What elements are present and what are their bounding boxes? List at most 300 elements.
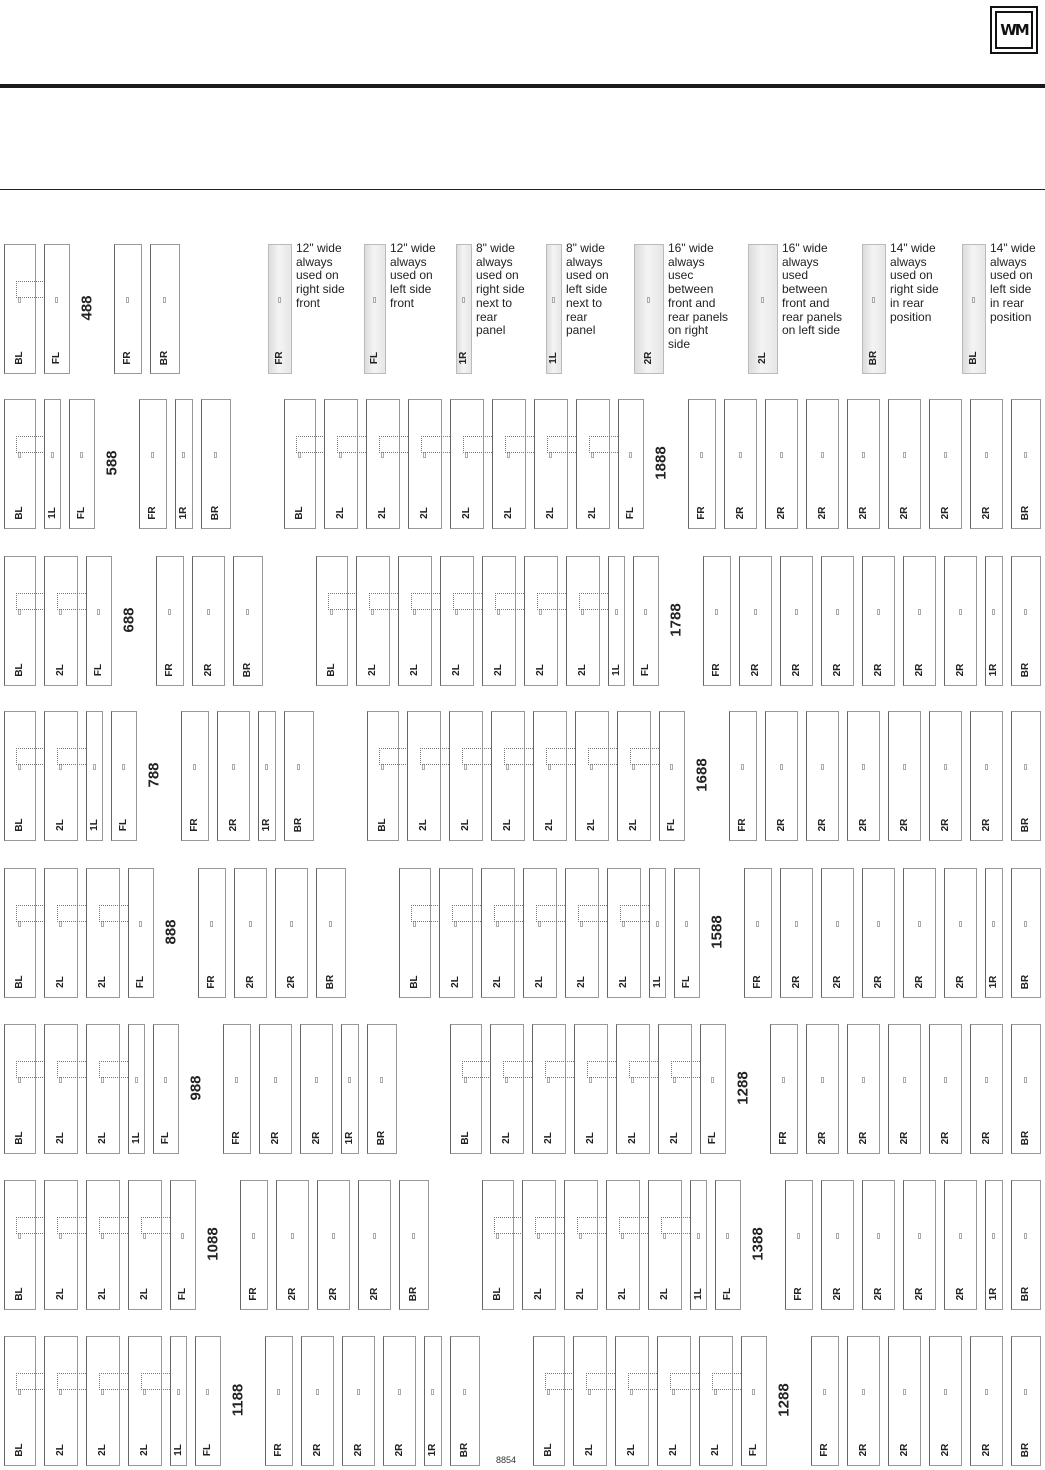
panel-slot bbox=[670, 764, 673, 770]
panel-slot bbox=[297, 764, 300, 770]
connector-outline bbox=[16, 593, 45, 610]
panel-code-label: 2L bbox=[576, 976, 587, 988]
panel-code-label: 1R bbox=[344, 1131, 355, 1145]
panel-2r bbox=[862, 556, 895, 686]
panel-slot bbox=[797, 1233, 800, 1239]
model-number: 1088 bbox=[204, 1227, 222, 1261]
panel-slot bbox=[836, 1233, 839, 1239]
panel-2l bbox=[658, 1024, 692, 1154]
panel-code-label: 2R bbox=[831, 663, 843, 677]
panel-slot bbox=[918, 921, 921, 927]
model-number: 1388 bbox=[749, 1227, 767, 1261]
panel-br bbox=[1011, 556, 1041, 686]
panel-slot bbox=[944, 1389, 947, 1395]
panel-code-label: 2L bbox=[535, 664, 546, 676]
panel-2l bbox=[366, 399, 400, 529]
panel-code-label: 2L bbox=[97, 976, 108, 988]
connector-outline bbox=[379, 748, 408, 765]
panel-2r bbox=[970, 1336, 1003, 1466]
connector-outline bbox=[99, 1373, 130, 1390]
panel-br bbox=[1011, 1180, 1041, 1310]
panel-br bbox=[1011, 711, 1041, 841]
panel-2r bbox=[888, 1336, 921, 1466]
connector-outline bbox=[462, 748, 493, 765]
panel-slot bbox=[315, 1077, 318, 1083]
panel-code-label: BL bbox=[968, 351, 979, 365]
connector-outline bbox=[620, 905, 651, 922]
panel-slot bbox=[656, 921, 659, 927]
panel-2r bbox=[970, 399, 1003, 529]
connector-outline bbox=[545, 1061, 576, 1078]
panel-1l bbox=[649, 868, 666, 998]
panel-slot bbox=[398, 1389, 401, 1395]
panel-code-label: BL bbox=[14, 506, 25, 520]
panel-code-label: FL bbox=[160, 1131, 171, 1145]
panel-2l bbox=[524, 556, 558, 686]
connector-outline bbox=[16, 1373, 45, 1390]
panel-fr bbox=[240, 1180, 268, 1310]
panel-2l bbox=[86, 1180, 120, 1310]
header-rule bbox=[0, 84, 1045, 88]
panel-2r bbox=[929, 1024, 962, 1154]
panel-slot bbox=[246, 609, 249, 615]
connector-outline bbox=[535, 1217, 566, 1234]
panel-code-label: 2R bbox=[831, 975, 843, 989]
model-number: 1688 bbox=[693, 758, 711, 792]
panel-code-label: BL bbox=[543, 1443, 554, 1457]
logo-text: WM bbox=[995, 11, 1033, 49]
panel-fr bbox=[181, 711, 209, 841]
panel-code-label: 2R bbox=[749, 663, 761, 677]
legend-panel-br bbox=[862, 244, 886, 374]
panel-slot bbox=[862, 452, 865, 458]
panel-2l bbox=[615, 1336, 649, 1466]
connector-outline bbox=[99, 905, 130, 922]
panel-slot bbox=[1024, 609, 1027, 615]
panel-fl bbox=[111, 711, 137, 841]
connector-outline bbox=[630, 748, 661, 765]
panel-code-label: FR bbox=[819, 1443, 830, 1457]
panel-bl bbox=[4, 868, 36, 998]
panel-code-label: FL bbox=[76, 506, 87, 520]
connector-outline bbox=[452, 905, 483, 922]
panel-code-label: 2L bbox=[627, 1132, 638, 1144]
panel-bl bbox=[4, 1180, 36, 1310]
panel-code-label: BR bbox=[159, 350, 170, 366]
panel-code-label: BR bbox=[1020, 1130, 1031, 1146]
panel-slot bbox=[836, 609, 839, 615]
panel-br bbox=[399, 1180, 429, 1310]
panel-slot bbox=[1024, 1233, 1027, 1239]
panel-code-label: BR bbox=[1020, 817, 1031, 833]
panel-code-label: BL bbox=[14, 975, 25, 989]
panel-code-label: 2R bbox=[227, 818, 239, 832]
panel-code-label: BR bbox=[325, 974, 336, 990]
panel-code-label: BL bbox=[14, 1131, 25, 1145]
panel-2r bbox=[970, 1024, 1003, 1154]
connector-outline bbox=[57, 1061, 88, 1078]
panel-2l bbox=[607, 868, 641, 998]
connector-outline bbox=[411, 593, 442, 610]
panel-code-label: 2L bbox=[460, 819, 471, 831]
panel-2l bbox=[657, 1336, 691, 1466]
connector-outline bbox=[671, 1061, 702, 1078]
panel-slot bbox=[985, 1077, 988, 1083]
panel-code-label: 2L bbox=[139, 1288, 150, 1300]
panel-code-label: 1L bbox=[46, 507, 58, 519]
model-number: 888 bbox=[162, 919, 180, 945]
model-number: 1588 bbox=[708, 915, 726, 949]
panel-code-label: 2R bbox=[980, 1443, 992, 1457]
panel-slot bbox=[615, 609, 618, 615]
panel-slot bbox=[1024, 1389, 1027, 1395]
panel-slot bbox=[329, 921, 332, 927]
panel-code-label: 2R bbox=[775, 506, 787, 520]
panel-code-label: BR bbox=[408, 1286, 419, 1302]
panel-fr bbox=[703, 556, 731, 686]
panel-code-label: 2R bbox=[980, 818, 992, 832]
panel-slot bbox=[182, 452, 185, 458]
panel-code-label: 2R bbox=[913, 1287, 925, 1301]
panel-bl bbox=[284, 399, 316, 529]
panel-code-label: BR bbox=[1020, 1286, 1031, 1302]
panel-code-label: 2L bbox=[97, 1444, 108, 1456]
panel-code-label: FL bbox=[625, 506, 636, 520]
panel-2r bbox=[929, 399, 962, 529]
panel-2r bbox=[806, 711, 839, 841]
model-number: 1888 bbox=[652, 446, 670, 480]
model-number: 688 bbox=[120, 607, 138, 633]
panel-slot bbox=[862, 1389, 865, 1395]
panel-code-label: 2R bbox=[790, 975, 802, 989]
connector-outline bbox=[462, 1061, 491, 1078]
panel-code-label: 1R bbox=[427, 1443, 438, 1457]
panel-code-label: FL bbox=[681, 975, 692, 989]
panel-code-label: 2L bbox=[659, 1288, 670, 1300]
panel-slot bbox=[992, 609, 995, 615]
panel-code-label: 2R bbox=[790, 663, 802, 677]
panel-code-label: 2L bbox=[533, 1288, 544, 1300]
panel-br bbox=[450, 1336, 480, 1466]
panel-code-label: 2L bbox=[97, 1288, 108, 1300]
panel-2r bbox=[192, 556, 225, 686]
panel-2l bbox=[439, 868, 473, 998]
panel-1l bbox=[44, 399, 61, 529]
panel-slot bbox=[992, 1233, 995, 1239]
panel-fl bbox=[618, 399, 644, 529]
panel-code-label: 1R bbox=[458, 351, 469, 365]
panel-slot bbox=[252, 1233, 255, 1239]
panel-2l bbox=[86, 868, 120, 998]
panel-slot bbox=[139, 921, 142, 927]
panel-1r bbox=[341, 1024, 359, 1154]
panel-slot bbox=[55, 297, 58, 303]
panel-slot bbox=[80, 452, 83, 458]
panel-slot bbox=[754, 609, 757, 615]
panel-slot bbox=[985, 452, 988, 458]
panel-2r bbox=[862, 868, 895, 998]
connector-outline bbox=[57, 748, 88, 765]
panel-2l bbox=[128, 1180, 162, 1310]
panel-slot bbox=[277, 1389, 280, 1395]
panel-fl bbox=[674, 868, 700, 998]
connector-outline bbox=[16, 281, 45, 298]
panel-bl bbox=[4, 244, 36, 374]
panel-br bbox=[150, 244, 180, 374]
panel-2l bbox=[492, 399, 526, 529]
legend-panel-1l bbox=[546, 244, 562, 374]
panel-slot bbox=[93, 764, 96, 770]
panel-br bbox=[233, 556, 263, 686]
panel-slot bbox=[780, 764, 783, 770]
legend-panel-bl bbox=[962, 244, 986, 374]
panel-slot bbox=[1024, 921, 1027, 927]
panel-code-label: 2R bbox=[734, 506, 746, 520]
connector-outline bbox=[141, 1217, 172, 1234]
panel-code-label: FR bbox=[206, 975, 217, 989]
panel-code-label: 1L bbox=[172, 1444, 184, 1456]
panel-2l bbox=[699, 1336, 733, 1466]
panel-slot bbox=[206, 1389, 209, 1395]
panel-slot bbox=[972, 297, 975, 303]
panel-code-label: BL bbox=[14, 1443, 25, 1457]
legend-panel-fr bbox=[268, 244, 292, 374]
panel-br bbox=[367, 1024, 397, 1154]
panel-2r bbox=[903, 868, 936, 998]
connector-outline bbox=[141, 1373, 172, 1390]
panel-code-label: 2R bbox=[244, 975, 256, 989]
panel-code-label: 2L bbox=[618, 976, 629, 988]
connector-outline bbox=[57, 905, 88, 922]
panel-code-label: FL bbox=[177, 1287, 188, 1301]
panel-slot bbox=[249, 921, 252, 927]
panel-fl bbox=[715, 1180, 741, 1310]
panel-code-label: 2R bbox=[898, 1443, 910, 1457]
panel-slot bbox=[291, 1233, 294, 1239]
panel-slot bbox=[741, 764, 744, 770]
panel-fl bbox=[153, 1024, 179, 1154]
panel-code-label: 2R bbox=[913, 663, 925, 677]
panel-code-label: FR bbox=[164, 663, 175, 677]
legend-panel-fl bbox=[364, 244, 386, 374]
panel-1r bbox=[175, 399, 193, 529]
connector-outline bbox=[619, 1217, 650, 1234]
panel-2l bbox=[86, 1024, 120, 1154]
legend-panel-1r bbox=[456, 244, 472, 374]
connector-outline bbox=[589, 436, 620, 453]
panel-1r bbox=[985, 868, 1003, 998]
panel-bl bbox=[4, 1336, 36, 1466]
panel-code-label: 2L bbox=[501, 1132, 512, 1144]
panel-slot bbox=[357, 1389, 360, 1395]
panel-code-label: 2R bbox=[286, 1287, 298, 1301]
panel-code-label: BL bbox=[492, 1287, 503, 1301]
panel-fr bbox=[139, 399, 167, 529]
panel-slot bbox=[1024, 764, 1027, 770]
panel-slot bbox=[51, 452, 54, 458]
panel-2l bbox=[574, 1024, 608, 1154]
panel-slot bbox=[944, 452, 947, 458]
panel-code-label: 2R bbox=[285, 975, 297, 989]
connector-outline bbox=[296, 436, 325, 453]
panel-fr bbox=[156, 556, 184, 686]
panel-slot bbox=[877, 921, 880, 927]
panel-2l bbox=[616, 1024, 650, 1154]
panel-code-label: 2R bbox=[872, 1287, 884, 1301]
panel-code-label: 1R bbox=[988, 975, 999, 989]
panel-slot bbox=[274, 1077, 277, 1083]
panel-2r bbox=[780, 868, 813, 998]
connector-outline bbox=[504, 748, 535, 765]
model-number: 988 bbox=[187, 1075, 205, 1101]
panel-code-label: BL bbox=[14, 1287, 25, 1301]
panel-2l bbox=[86, 1336, 120, 1466]
panel-slot bbox=[380, 1077, 383, 1083]
panel-slot bbox=[207, 609, 210, 615]
panel-code-label: BL bbox=[460, 1131, 471, 1145]
panel-slot bbox=[959, 1233, 962, 1239]
panel-code-label: 1L bbox=[692, 1288, 704, 1300]
panel-1l bbox=[170, 1336, 187, 1466]
panel-fl bbox=[44, 244, 70, 374]
panel-code-label: 2L bbox=[534, 976, 545, 988]
panel-2l bbox=[575, 711, 609, 841]
panel-slot bbox=[1024, 1077, 1027, 1083]
panel-code-label: 1L bbox=[88, 819, 100, 831]
model-number: 788 bbox=[145, 762, 163, 788]
connector-outline bbox=[537, 593, 568, 610]
panel-code-label: 2R bbox=[857, 506, 869, 520]
panel-slot bbox=[164, 1077, 167, 1083]
panel-slot bbox=[126, 297, 129, 303]
panel-code-label: FR bbox=[793, 1287, 804, 1301]
connector-outline bbox=[494, 905, 525, 922]
panel-code-label: FR bbox=[273, 1443, 284, 1457]
panel-slot bbox=[1024, 452, 1027, 458]
panel-2l bbox=[408, 399, 442, 529]
panel-code-label: 2L bbox=[617, 1288, 628, 1300]
panel-2l bbox=[522, 1180, 556, 1310]
legend-text-bl: 14" wide always used on left side in rear position bbox=[990, 241, 1036, 324]
panel-2r bbox=[275, 868, 308, 998]
panel-code-label: BR bbox=[868, 350, 879, 366]
connector-outline bbox=[57, 1373, 88, 1390]
panel-slot bbox=[685, 921, 688, 927]
panel-code-label: 2L bbox=[585, 1132, 596, 1144]
panel-code-label: BR bbox=[293, 817, 304, 833]
panel-code-label: 2R bbox=[311, 1443, 323, 1457]
panel-fl bbox=[633, 556, 659, 686]
panel-code-label: 2L bbox=[668, 1444, 679, 1456]
panel-code-label: FR bbox=[711, 663, 722, 677]
panel-code-label: FL bbox=[135, 975, 146, 989]
connector-outline bbox=[369, 593, 400, 610]
panel-1r bbox=[985, 1180, 1003, 1310]
panel-2r bbox=[234, 868, 267, 998]
connector-outline bbox=[99, 1217, 130, 1234]
legend-text-fr: 12" wide always used on right side front bbox=[296, 241, 345, 310]
legend-panel-2l bbox=[748, 244, 778, 374]
panel-slot bbox=[412, 1233, 415, 1239]
panel-slot bbox=[821, 452, 824, 458]
panel-2l bbox=[532, 1024, 566, 1154]
panel-2r bbox=[944, 556, 977, 686]
legend-panel-2r bbox=[634, 244, 664, 374]
model-number: 1288 bbox=[775, 1383, 793, 1417]
panel-2r bbox=[821, 556, 854, 686]
panel-2l bbox=[440, 556, 474, 686]
panel-code-label: BL bbox=[326, 663, 337, 677]
connector-outline bbox=[16, 436, 45, 453]
panel-fl bbox=[128, 868, 154, 998]
connector-outline bbox=[337, 436, 368, 453]
panel-code-label: 2R bbox=[202, 663, 214, 677]
panel-code-label: 2R bbox=[368, 1287, 380, 1301]
panel-1r bbox=[985, 556, 1003, 686]
panel-slot bbox=[903, 764, 906, 770]
panel-slot bbox=[782, 1077, 785, 1083]
panel-fl bbox=[170, 1180, 196, 1310]
panel-2l bbox=[324, 399, 358, 529]
panel-code-label: 2L bbox=[55, 664, 66, 676]
legend-text-fl: 12" wide always used on left side front bbox=[390, 241, 436, 310]
panel-2l bbox=[533, 711, 567, 841]
panel-bl bbox=[367, 711, 399, 841]
panel-code-label: 1R bbox=[178, 506, 189, 520]
panel-2r bbox=[806, 1024, 839, 1154]
panel-slot bbox=[726, 1233, 729, 1239]
panel-2r bbox=[821, 868, 854, 998]
panel-code-label: 1L bbox=[548, 352, 559, 364]
panel-code-label: 2R bbox=[898, 818, 910, 832]
panel-code-label: 2L bbox=[710, 1444, 721, 1456]
panel-slot bbox=[373, 297, 376, 303]
connector-outline bbox=[505, 436, 536, 453]
panel-2r bbox=[342, 1336, 375, 1466]
panel-code-label: 2L bbox=[587, 507, 598, 519]
panel-2r bbox=[862, 1180, 895, 1310]
panel-code-label: 2R bbox=[872, 975, 884, 989]
panel-code-label: 2R bbox=[980, 506, 992, 520]
panel-code-label: 2L bbox=[451, 664, 462, 676]
panel-code-label: 2R bbox=[939, 1443, 951, 1457]
panel-code-label: FL bbox=[707, 1131, 718, 1145]
connector-outline bbox=[586, 1373, 617, 1390]
panel-2l bbox=[450, 399, 484, 529]
panel-code-label: 2R bbox=[872, 663, 884, 677]
panel-code-label: 2R bbox=[643, 351, 654, 365]
panel-code-label: BR bbox=[376, 1130, 387, 1146]
panel-code-label: 2L bbox=[419, 507, 430, 519]
panel-slot bbox=[918, 1233, 921, 1239]
panel-2l bbox=[44, 1180, 78, 1310]
panel-2r bbox=[765, 399, 798, 529]
panel-br bbox=[284, 711, 314, 841]
panel-slot bbox=[265, 764, 268, 770]
panel-slot bbox=[181, 1233, 184, 1239]
panel-bl bbox=[482, 1180, 514, 1310]
panel-code-label: FL bbox=[118, 818, 129, 832]
panel-code-label: 2L bbox=[545, 507, 556, 519]
panel-2l bbox=[44, 556, 78, 686]
panel-code-label: BL bbox=[14, 818, 25, 832]
panel-slot bbox=[135, 1077, 138, 1083]
panel-code-label: 2L bbox=[493, 664, 504, 676]
panel-2r bbox=[806, 399, 839, 529]
panel-fr bbox=[223, 1024, 251, 1154]
panel-1l bbox=[690, 1180, 707, 1310]
panel-2r bbox=[847, 1024, 880, 1154]
